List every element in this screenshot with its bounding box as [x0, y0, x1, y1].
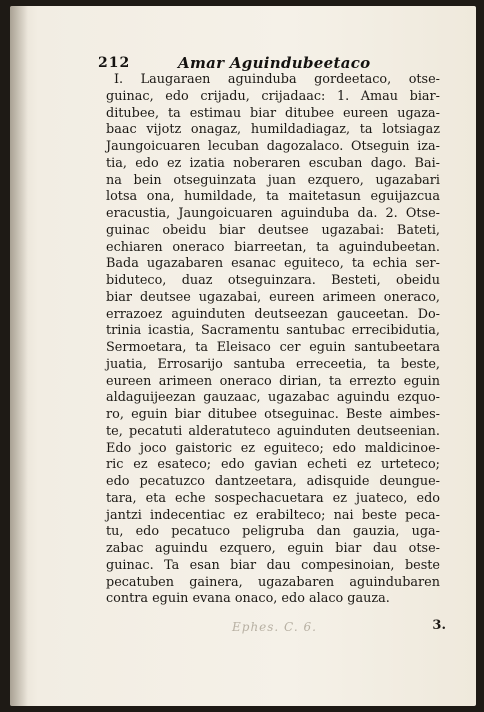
text-line: ric ez esateco; edo gavian echeti ez urteteco; — [106, 457, 440, 473]
text-line: tu, edo pecatuco peligruba dan gauzia, uga- — [106, 524, 440, 540]
page-number: 212 — [98, 55, 131, 71]
text-line: baac vijotz onagaz, humildadiagaz, ta lotsiagaz — [106, 122, 440, 138]
page-footer — [106, 618, 446, 638]
text-line: biar deutsee ugazabai, eureen arimeen oneraco, — [106, 289, 440, 305]
text-line: ditubee, ta estimau biar ditubee eureen ugaza- — [106, 105, 440, 121]
gutter-shadow — [10, 6, 28, 706]
bleed-through-text: Ephes. C. 6. — [232, 620, 317, 634]
text-line: edo pecatuzco dantzeetara, adisquide deungue- — [106, 474, 440, 489]
running-head: Amar Aguindubeetaco — [178, 54, 371, 72]
text-line: Sermoetara, ta Eleisaco cer eguin santubeetara — [106, 340, 440, 355]
catchword: 3. — [432, 618, 446, 633]
book-page — [10, 6, 476, 706]
text-line: Jaungoicuaren lecuban dagozalaco. Otseguin iza- — [106, 139, 440, 154]
text-line: tia, edo ez izatia noberaren escuban dago. Bai- — [106, 155, 440, 171]
body-text — [106, 72, 440, 608]
text-line: zabac aguindu ezquero, eguin biar dau otse- — [106, 541, 440, 556]
text-line: eureen arimeen oneraco dirian, ta errezto eguin — [106, 373, 440, 389]
text-line: Bada ugazabaren esanac eguiteco, ta echia ser- — [106, 256, 440, 272]
text-line: guinac. Ta esan biar dau compesinoian, beste — [106, 557, 440, 573]
text-line: lotsa ona, humildade, ta maitetasun eguijazcua — [106, 189, 440, 205]
text-line: juatia, Errosarijo santuba erreceetia, ta beste, — [106, 356, 440, 372]
text-line: biduteco, duaz otseguinzara. Besteti, obeidu — [106, 273, 440, 288]
text-line: aldaguijeezan gauzaac, ugazabac aguindu ezquo- — [106, 390, 440, 406]
text-line: tara, eta eche sospechacuetara ez juateco, edo — [106, 490, 440, 506]
text-line: ro, eguin biar ditubee otseguinac. Beste aimbes- — [106, 407, 440, 422]
text-line: Edo joco gaistoric ez eguiteco; edo maldicinoe- — [106, 440, 440, 456]
text-line: guinac, edo crijadu, crijadaac: 1. Amau biar- — [106, 88, 440, 104]
text-line: pecatuben gainera, ugazabaren aguindubaren — [106, 574, 440, 590]
text-line: I. Laugaraen aguinduba gordeetaco, otse- — [114, 72, 440, 87]
text-line: jantzi indecentiac ez erabilteco; nai beste peca- — [106, 507, 440, 523]
text-line: na bein otseguinzata juan ezquero, ugazabari — [106, 172, 440, 188]
text-line: contra eguin evana onaco, edo alaco gauza. — [106, 591, 390, 607]
text-line: eracustia, Jaungoicuaren aguinduba da. 2. Otse- — [106, 206, 440, 221]
text-line: te, pecatuti alderatuteco aguinduten deutseenian. — [106, 423, 440, 439]
text-line: errazoez aguinduten deutseezan gauceetan. Do- — [106, 306, 440, 322]
text-line: trinia icastia, Sacramentu santubac errecibidutia, — [106, 323, 440, 339]
text-line: guinac obeidu biar deutsee ugazabai: Bateti, — [106, 222, 440, 238]
text-line: echiaren oneraco biarreetan, ta aguindubeetan. — [106, 239, 440, 255]
